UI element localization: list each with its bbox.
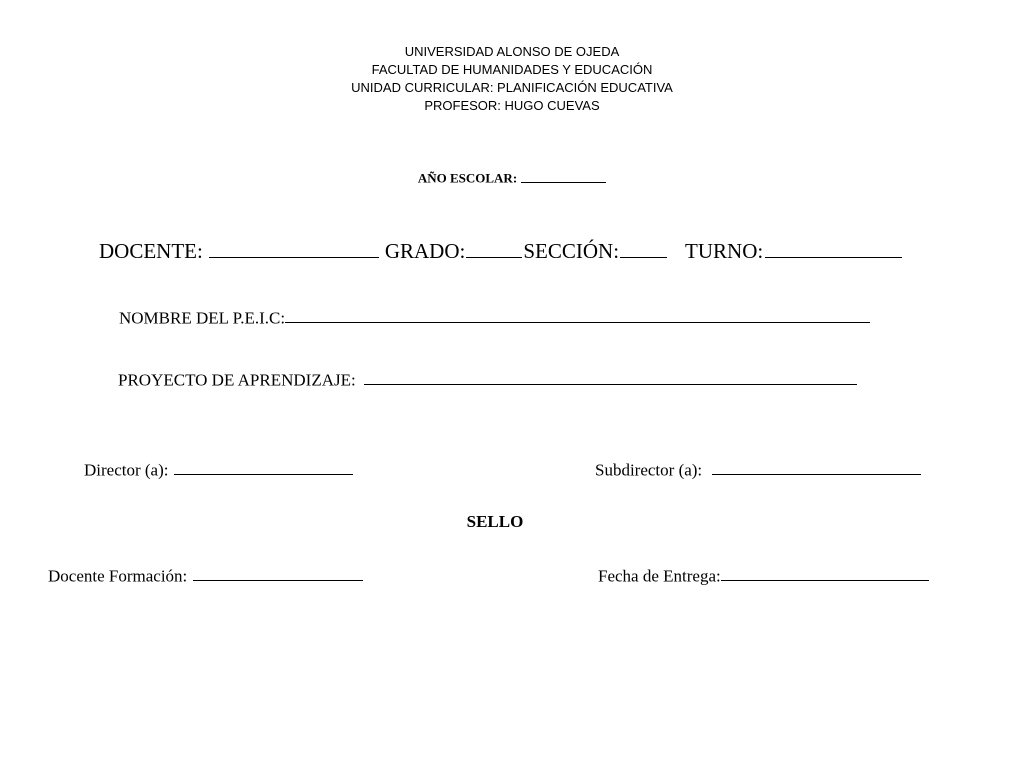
shift-blank[interactable] [765,238,902,258]
grade-blank[interactable] [466,238,522,258]
school-year-label: AÑO ESCOLAR: [417,170,518,186]
grade-label: GRADO: [384,238,466,263]
subdirector-row [595,459,921,480]
subdirector-blank[interactable] [712,459,921,475]
document-header [0,43,1024,115]
delivery-date-label: Fecha de Entrega: [598,566,721,586]
delivery-date-row [598,565,929,586]
school-year-blank[interactable] [521,170,606,183]
seal-label: SELLO [466,512,524,531]
teacher-training-row [48,565,363,586]
peic-blank[interactable] [285,307,870,323]
delivery-date-blank[interactable] [721,565,929,581]
teacher-blank[interactable] [209,238,379,258]
university-name: UNIVERSIDAD ALONSO DE OJEDA [404,44,620,59]
director-row [84,459,353,480]
peic-label: NOMBRE DEL P.E.I.C: [119,308,286,328]
faculty-name: FACULTAD DE HUMANIDADES Y EDUCACIÓN [371,62,653,77]
peic-row [119,307,870,328]
director-blank[interactable] [174,459,353,475]
teacher-label: DOCENTE: [99,238,203,263]
shift-label: TURNO: [685,238,764,263]
section-blank[interactable] [620,238,667,258]
course-name: UNIDAD CURRICULAR: PLANIFICACIÓN EDUCATIVA [351,80,673,95]
teacher-row [99,238,902,264]
school-year-row [0,170,1024,187]
project-label: PROYECTO DE APRENDIZAJE: [118,370,356,390]
section-label: SECCIÓN: [523,238,620,263]
teacher-training-blank[interactable] [193,565,363,581]
project-blank[interactable] [364,369,857,385]
professor-name: PROFESOR: HUGO CUEVAS [424,98,600,113]
project-row [118,369,857,390]
teacher-training-label: Docente Formación: [48,566,188,586]
director-label: Director (a): [84,460,169,480]
subdirector-label: Subdirector (a): [595,460,703,480]
